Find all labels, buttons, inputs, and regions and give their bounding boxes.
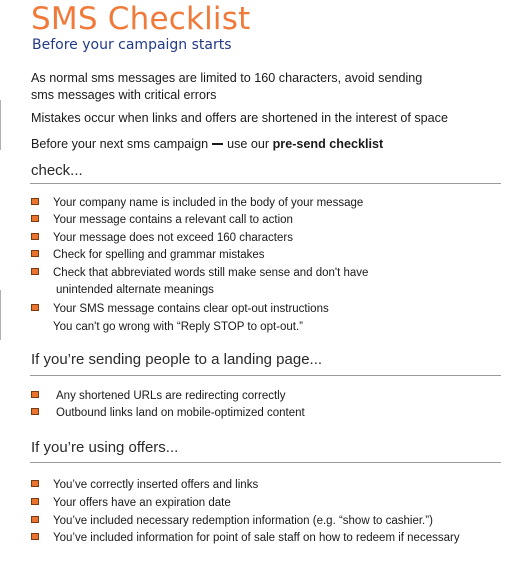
dash-glyph xyxy=(212,143,223,145)
section-heading-check: check... xyxy=(31,162,83,179)
orange-square-bullet-icon xyxy=(31,233,39,240)
orange-square-bullet-icon xyxy=(31,408,39,415)
section-divider xyxy=(30,375,501,376)
section-divider xyxy=(30,183,501,184)
orange-square-bullet-icon xyxy=(31,516,39,523)
intro-line-1: As normal sms messages are limited to 160 characters, avoid sending xyxy=(31,71,423,85)
intro-line-3: Mistakes occur when links and offers are shortened in the interest of space xyxy=(31,111,448,125)
left-margin-mark xyxy=(0,100,1,150)
left-margin-mark xyxy=(0,290,1,340)
orange-square-bullet-icon xyxy=(31,533,39,540)
section-heading-landing-page: If you’re sending people to a landing page... xyxy=(31,351,323,368)
orange-square-bullet-icon xyxy=(31,198,39,205)
section-heading-offers: If you’re using offers... xyxy=(31,439,179,456)
section-divider xyxy=(30,462,501,463)
orange-square-bullet-icon xyxy=(31,268,39,275)
orange-square-bullet-icon xyxy=(31,480,39,487)
orange-square-bullet-icon xyxy=(31,391,39,398)
orange-square-bullet-icon xyxy=(31,250,39,257)
checklist-page: SMS Checklist Before your campaign starts As normal sms messages are limited to 160 characters, avoid sending sms messages with critical errors Mistakes occur when links and offers are shortened in the interest of space Before your next sms campaign use our pre-send checklist check... Your company name is included in the body of your message Your message contains a relevant call to action Your message does not exceed 160 characters Check for spelling and grammar mistakes Check that abbreviated words still make sense and don't have unintended alternate meanings Your SMS message contains clear opt-out instructions You can't go wrong with “Reply STOP to opt-out.” If you’re sending people to a landing page... Any shortened URLs are redirecting correctly Outbound links land on mobile-optimized content If you’re using offers... You’ve correctly inserted offers and links Your offers have an expiration date You’ve included necessary redemption information (e.g. “show to cashier.”) You’ve included information for point of sale staff on how to redeem if necessary xyxy=(0,0,522,571)
orange-square-bullet-icon xyxy=(31,215,39,222)
page-title: SMS Checklist xyxy=(31,1,251,37)
intro-line-4-prefix: Before your next sms campaign xyxy=(31,137,209,151)
orange-square-bullet-icon xyxy=(31,304,39,311)
page-subtitle: Before your campaign starts xyxy=(32,37,232,53)
intro-line-2: sms messages with critical errors xyxy=(31,88,217,102)
intro-line-4 xyxy=(31,136,383,153)
orange-square-bullet-icon xyxy=(31,498,39,505)
intro-line-4-middle: use our xyxy=(227,137,270,151)
pre-send-checklist-label: pre-send checklist xyxy=(272,137,384,151)
